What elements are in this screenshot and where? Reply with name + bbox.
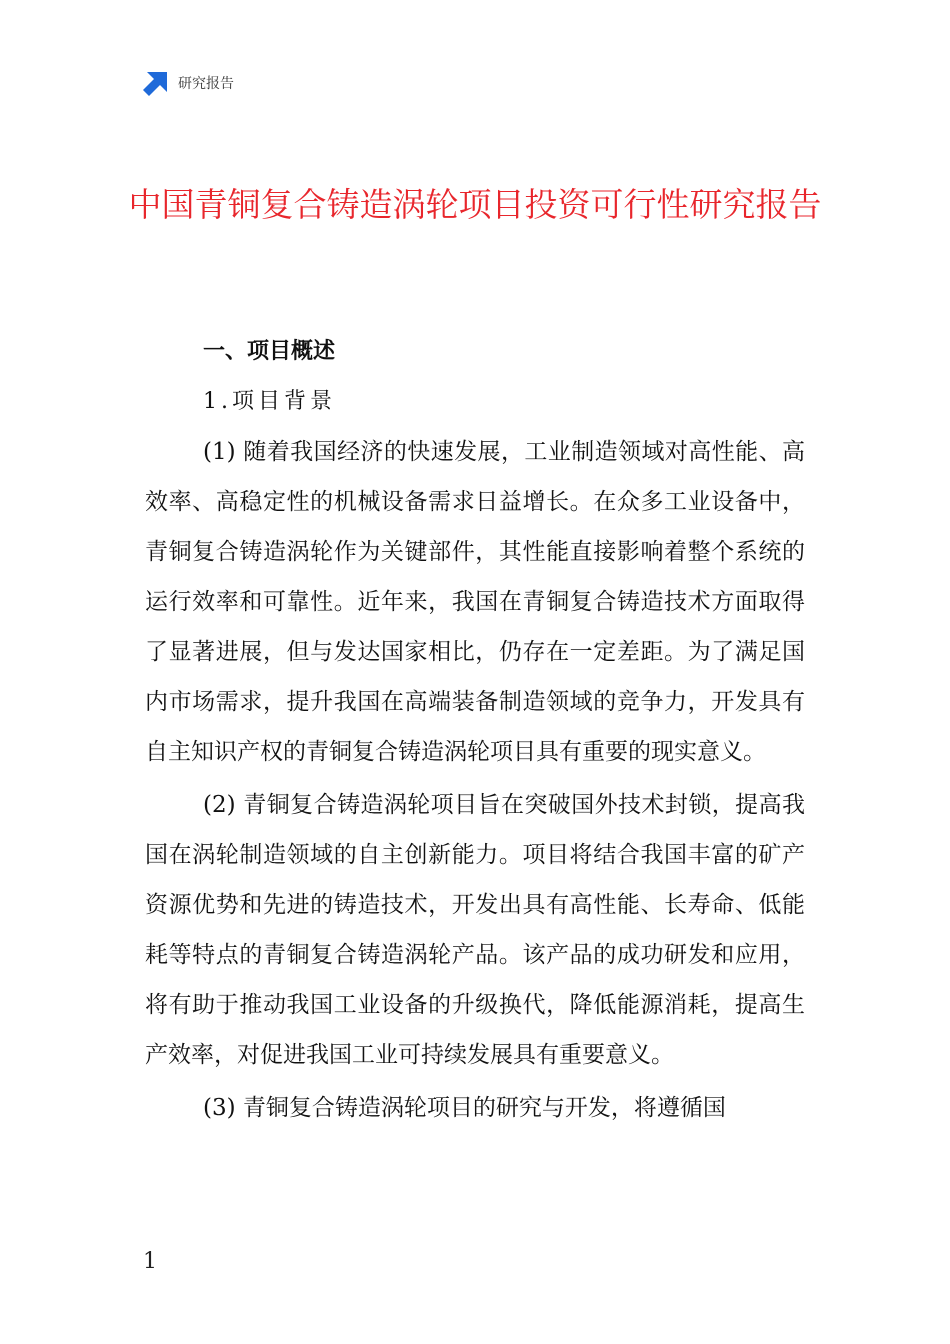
body-text (145, 427, 805, 1136)
subsection-heading: 1.项目背景 (203, 389, 336, 414)
page-title: 中国青铜复合铸造涡轮项目投资可行性研究报告 (128, 185, 822, 224)
section-heading: 一、项目概述 (203, 339, 336, 364)
arrow-up-right-icon (143, 70, 169, 96)
page-number: 1 (143, 1249, 157, 1274)
paragraph-1: (1) 随着我国经济的快速发展，工业制造领域对高性能、高效率、高稳定性的机械设备需求日益增长。在众多工业设备中，青铜复合铸造涡轮作为关键部件，其性能直接影响着整个系统的运行效率和可靠性。近年来，我国在青铜复合铸造技术方面取得了显著进展，但与发达国家相比，仍存在一定差距。为了满足国内市场需求，提升我国在高端装备制造领域的竞争力，开发具有自主知识产权的青铜复合铸造涡轮项目具有重要的现实意义。 (145, 439, 805, 765)
header-label: 研究报告 (178, 76, 234, 92)
paragraph-3: (3) 青铜复合铸造涡轮项目的研究与开发，将遵循国 (203, 1095, 726, 1121)
paragraph-2: (2) 青铜复合铸造涡轮项目旨在突破国外技术封锁，提高我国在涡轮制造领域的自主创新能力。项目将结合我国丰富的矿产资源优势和先进的铸造技术，开发出具有高性能、长寿命、低能耗等特点的青铜复合铸造涡轮产品。该产品的成功研发和应用，将有助于推动我国工业设备的升级换代，降低能源消耗，提高生产效率，对促进我国工业可持续发展具有重要意义。 (145, 792, 805, 1068)
report-header (143, 70, 234, 96)
